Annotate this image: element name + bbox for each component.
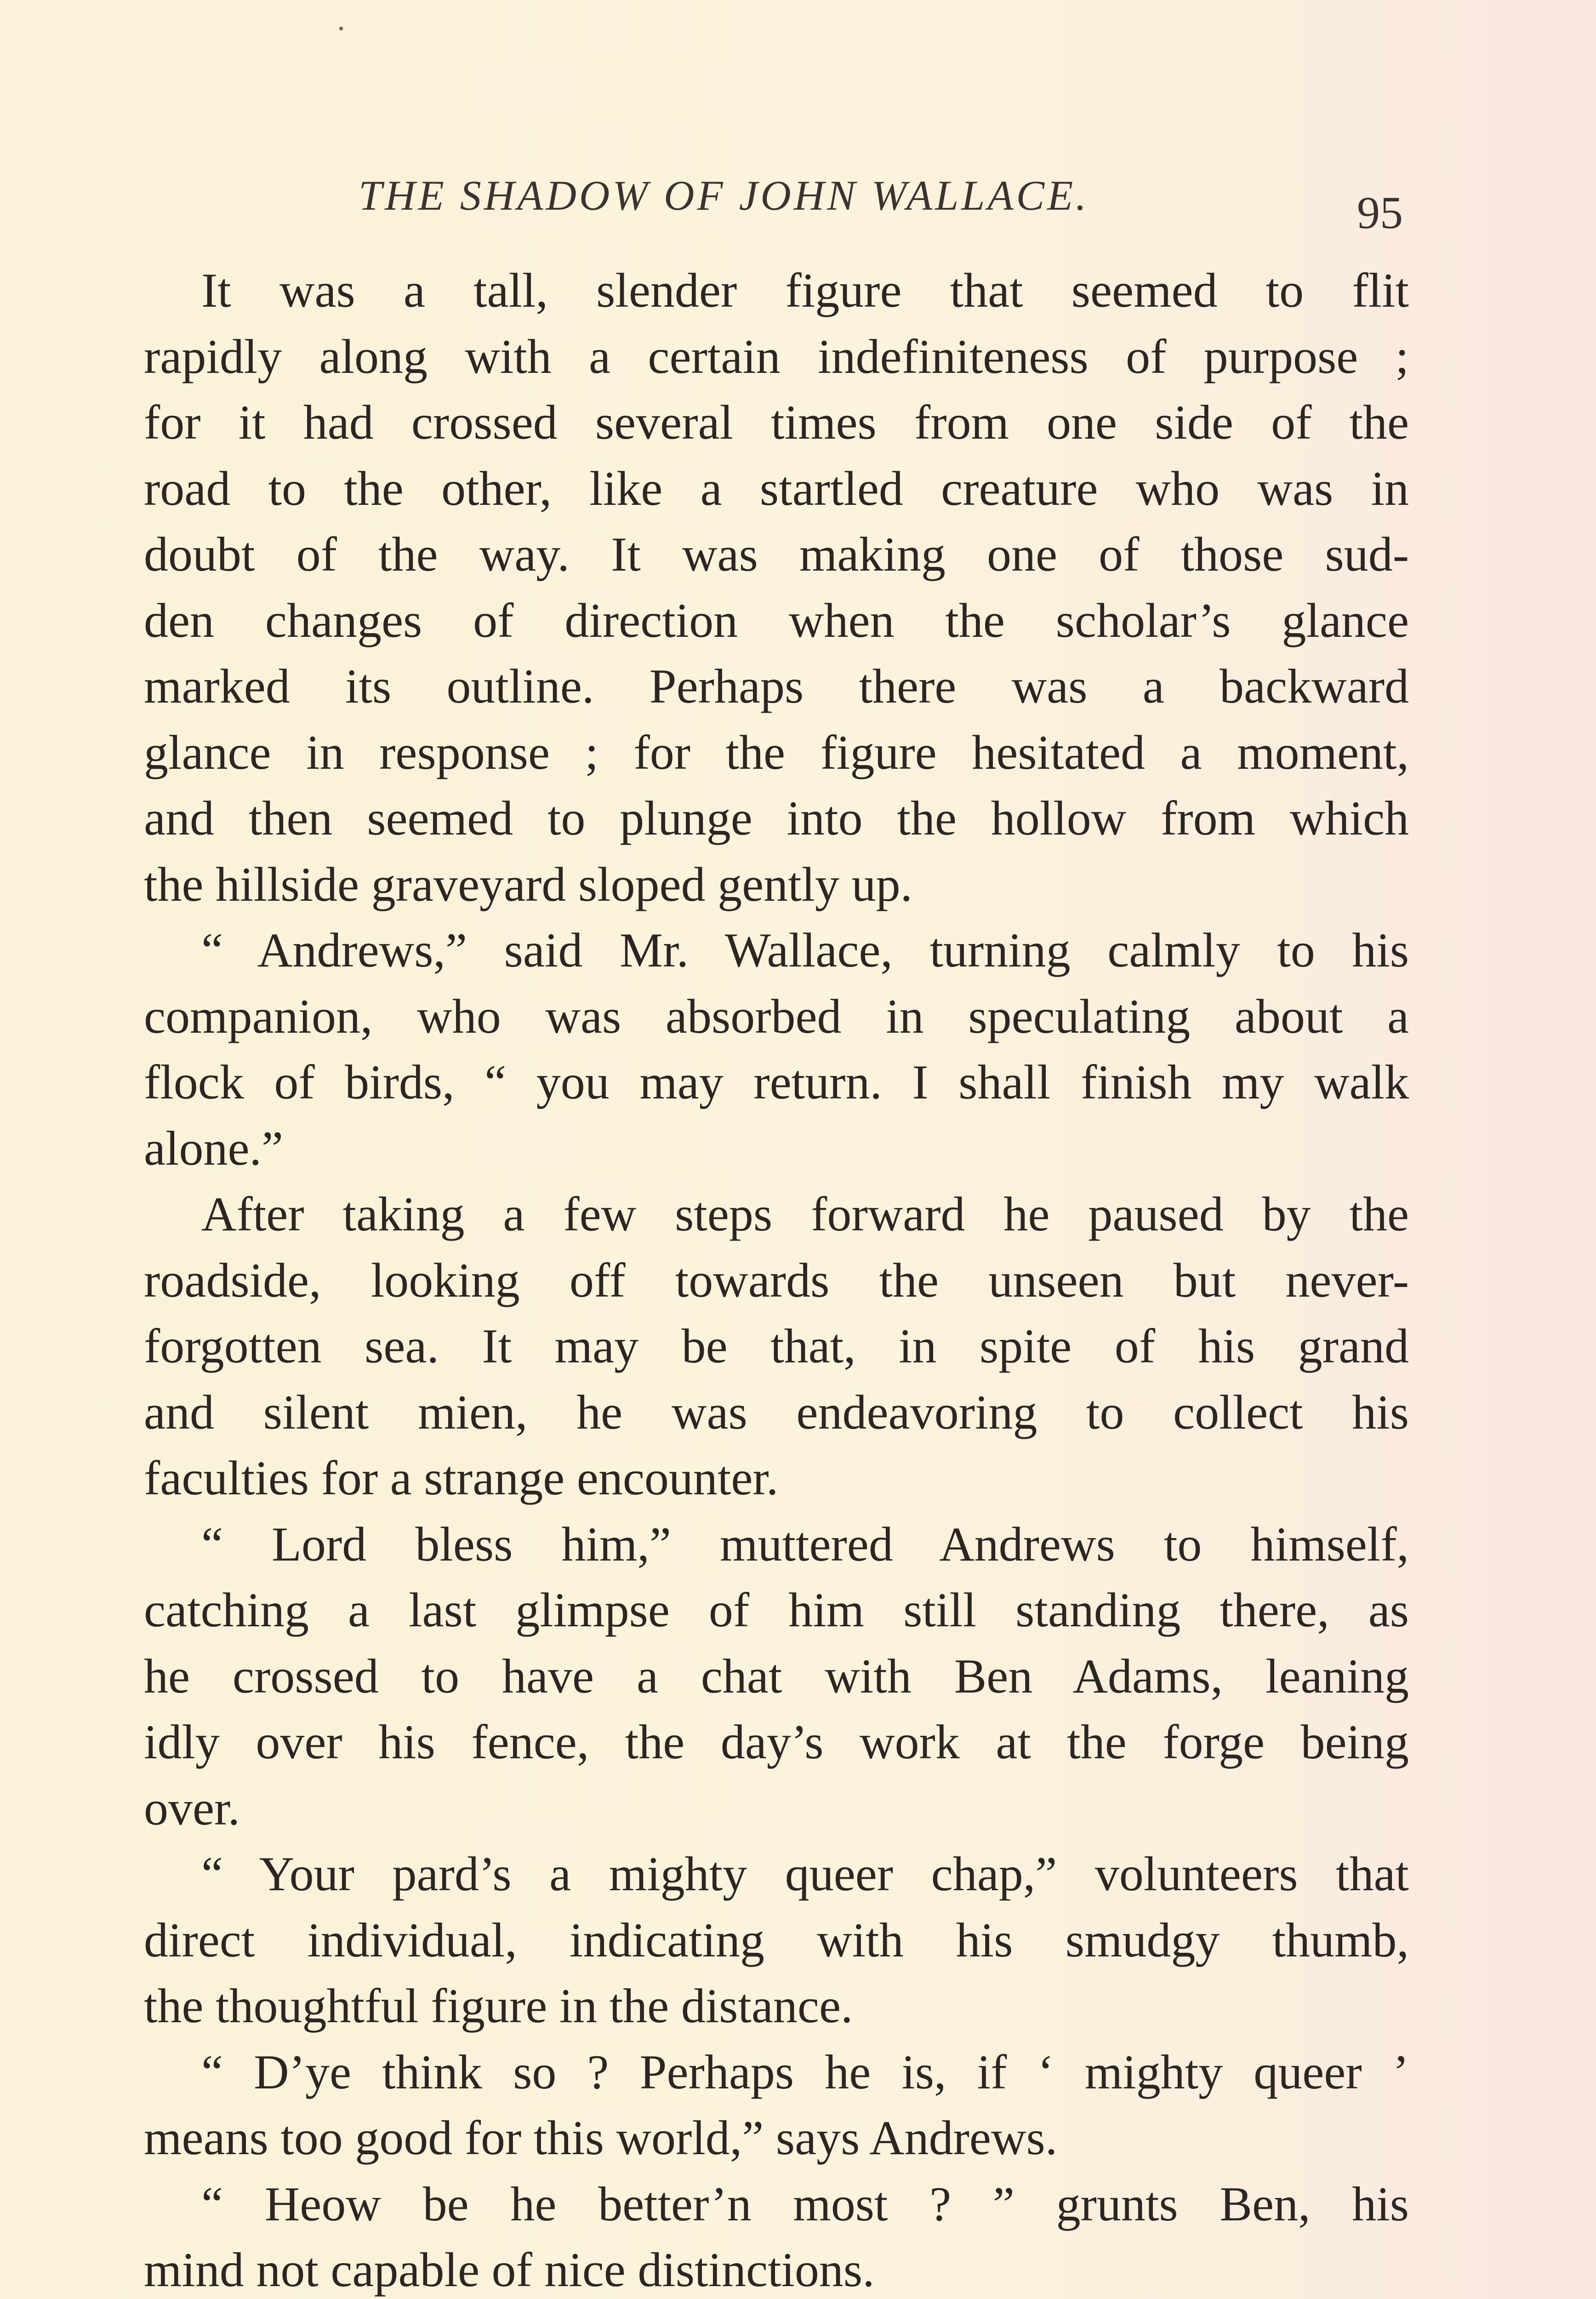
text-line: flock of birds, “ you may return. I shall finish my walk xyxy=(144,1055,1409,1109)
text-line: den changes of direction when the scholar’s glance xyxy=(144,593,1409,647)
text-line: companion, who was absorbed in speculating about a xyxy=(144,989,1409,1043)
text-line: alone.” xyxy=(144,1121,284,1175)
text-line: It was a tall, slender figure that seemed to flit xyxy=(201,263,1409,317)
text-line: forgotten sea. It may be that, in spite of his grand xyxy=(144,1319,1409,1373)
text-line: and silent mien, he was endeavoring to collect his xyxy=(144,1385,1409,1439)
text-line: glance in response ; for the figure hesitated a moment, xyxy=(144,725,1409,779)
text-line: “ D’ye think so ? Perhaps he is, if ‘ mighty queer ’ xyxy=(201,2045,1409,2099)
body-text xyxy=(144,257,1409,2299)
text-line: he crossed to have a chat with Ben Adams, leaning xyxy=(144,1649,1409,1703)
text-line: “ Andrews,” said Mr. Wallace, turning calmly to his xyxy=(201,923,1409,977)
text-line: “ Heow be he better’n most ? ” grunts Ben, his xyxy=(201,2177,1409,2231)
text-line: marked its outline. Perhaps there was a backward xyxy=(144,659,1409,713)
text-line: idly over his fence, the day’s work at the forge being xyxy=(144,1715,1409,1769)
text-line: the thoughtful figure in the distance. xyxy=(144,1979,853,2033)
page-number: 95 xyxy=(1357,187,1403,238)
text-line: mind not capable of nice distinctions. xyxy=(144,2243,875,2297)
text-line: the hillside graveyard sloped gently up. xyxy=(144,857,913,911)
text-line: roadside, looking off towards the unseen but never- xyxy=(144,1253,1409,1307)
text-line: over. xyxy=(144,1781,240,1835)
text-line: and then seemed to plunge into the hollow from which xyxy=(144,791,1409,845)
text-line: “ Lord bless him,” muttered Andrews to himself, xyxy=(201,1517,1409,1571)
ink-speck xyxy=(339,27,343,30)
text-line: rapidly along with a certain indefiniteness of purpose ; xyxy=(144,329,1409,383)
running-header: THE SHADOW OF JOHN WALLACE. xyxy=(359,172,1089,219)
text-line: faculties for a strange encounter. xyxy=(144,1451,779,1505)
text-line: road to the other, like a startled creature who was in xyxy=(144,461,1409,515)
text-line: doubt of the way. It was making one of those sud- xyxy=(144,527,1409,581)
text-line: “ Your pard’s a mighty queer chap,” volunteers that xyxy=(201,1847,1409,1901)
text-line: After taking a few steps forward he paused by the xyxy=(201,1187,1409,1241)
text-line: means too good for this world,” says Andrews. xyxy=(144,2111,1058,2165)
text-line: for it had crossed several times from one side of the xyxy=(144,395,1409,449)
text-line: direct individual, indicating with his smudgy thumb, xyxy=(144,1913,1409,1967)
text-line: catching a last glimpse of him still standing there, as xyxy=(144,1583,1409,1637)
